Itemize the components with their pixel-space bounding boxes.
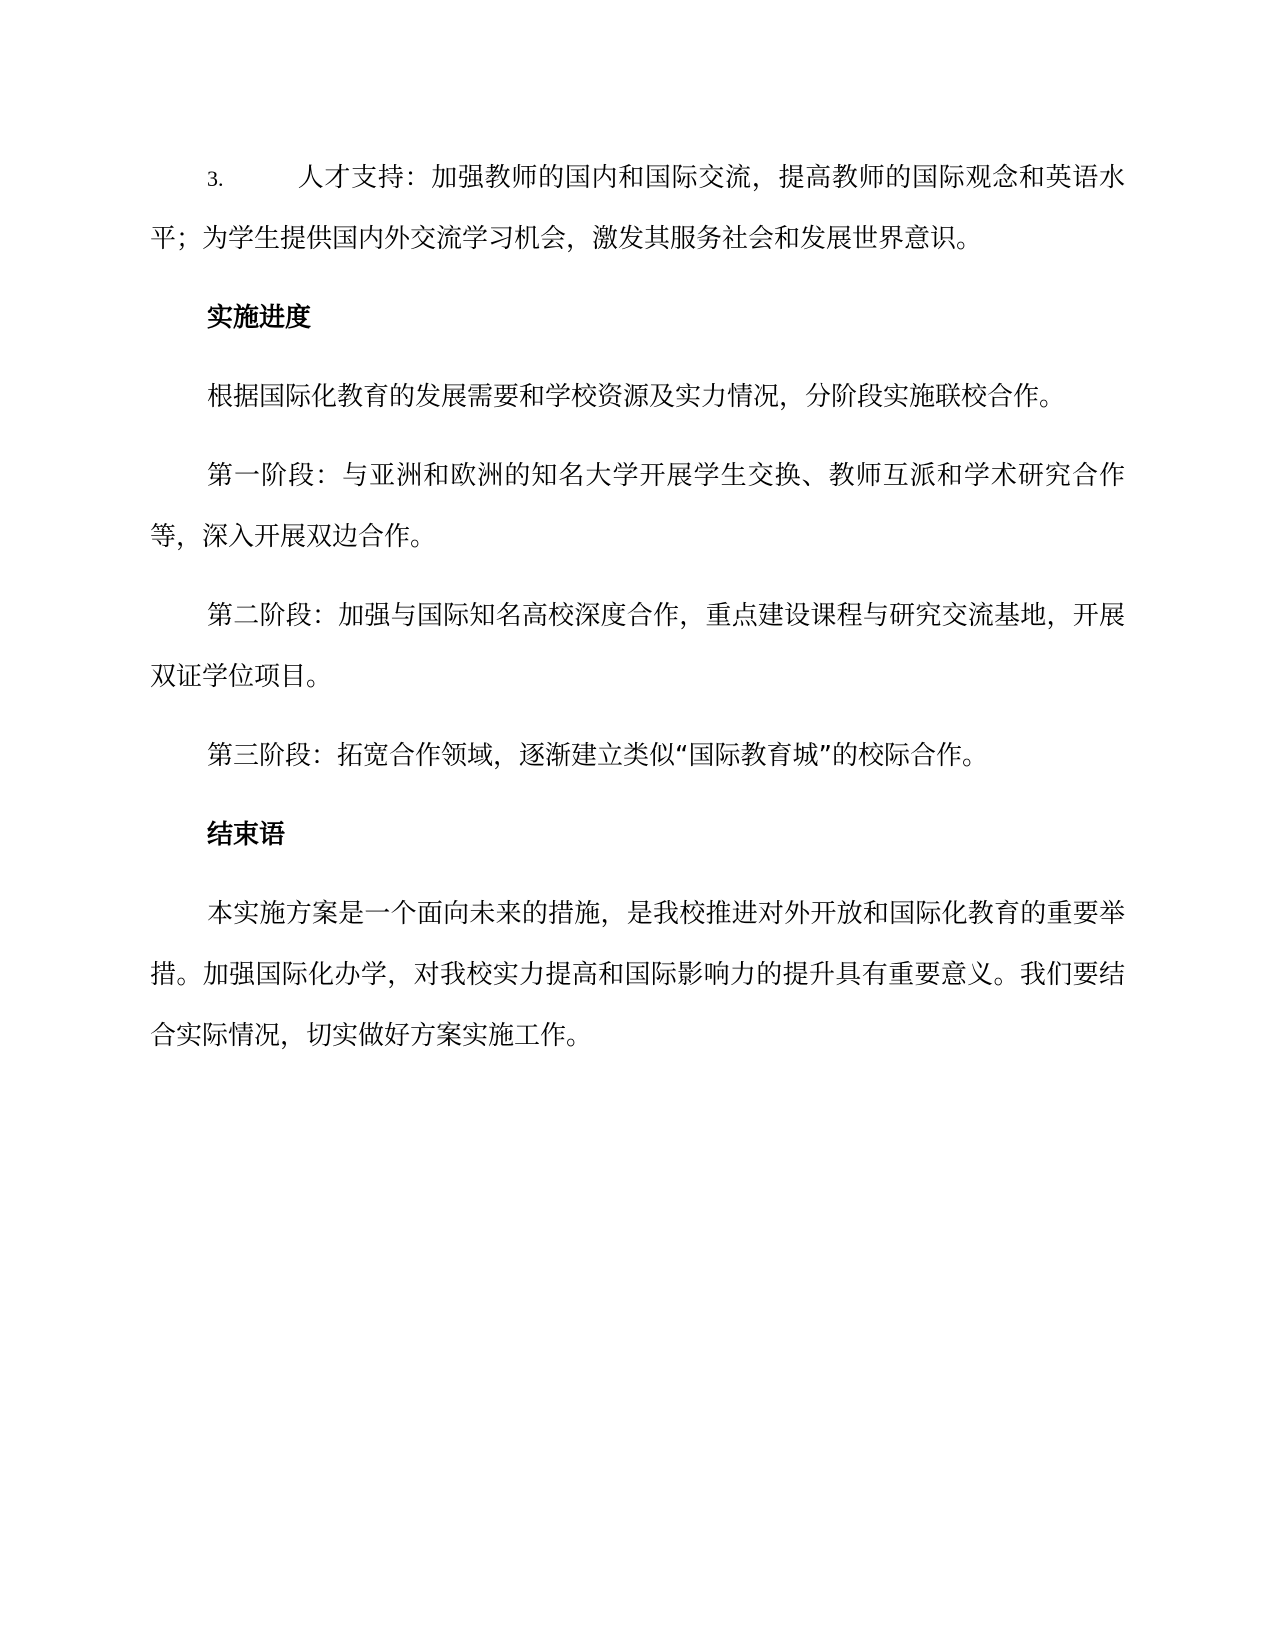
paragraph-progress-intro: 根据国际化教育的发展需要和学校资源及实力情况，分阶段实施联校合作。 xyxy=(207,382,1066,412)
document-body xyxy=(150,148,1125,1085)
heading-conclusion: 结束语 xyxy=(207,820,286,850)
heading-implementation-progress: 实施进度 xyxy=(207,303,312,333)
list-item-text: 人才支持：加强教师的国内和国际交流，提高教师的国际观念和英语水平；为学生提供国内外交流学习机会，激发其服务社会和发展世界意识。 xyxy=(150,163,1125,254)
list-item-number: 3. xyxy=(207,166,224,191)
paragraph-stage-one: 第一阶段：与亚洲和欧洲的知名大学开展学生交换、教师互派和学术研究合作等，深入开展双边合作。 xyxy=(150,461,1125,552)
paragraph-conclusion: 本实施方案是一个面向未来的措施，是我校推进对外开放和国际化教育的重要举措。加强国际化办学，对我校实力提高和国际影响力的提升具有重要意义。我们要结合实际情况，切实做好方案实施工作。 xyxy=(150,899,1125,1051)
list-item-talent-support xyxy=(150,148,1125,270)
paragraph-stage-three: 第三阶段：拓宽合作领域，逐渐建立类似“国际教育城”的校际合作。 xyxy=(207,741,988,771)
paragraph-stage-two: 第二阶段：加强与国际知名高校深度合作，重点建设课程与研究交流基地，开展双证学位项目。 xyxy=(150,601,1125,692)
